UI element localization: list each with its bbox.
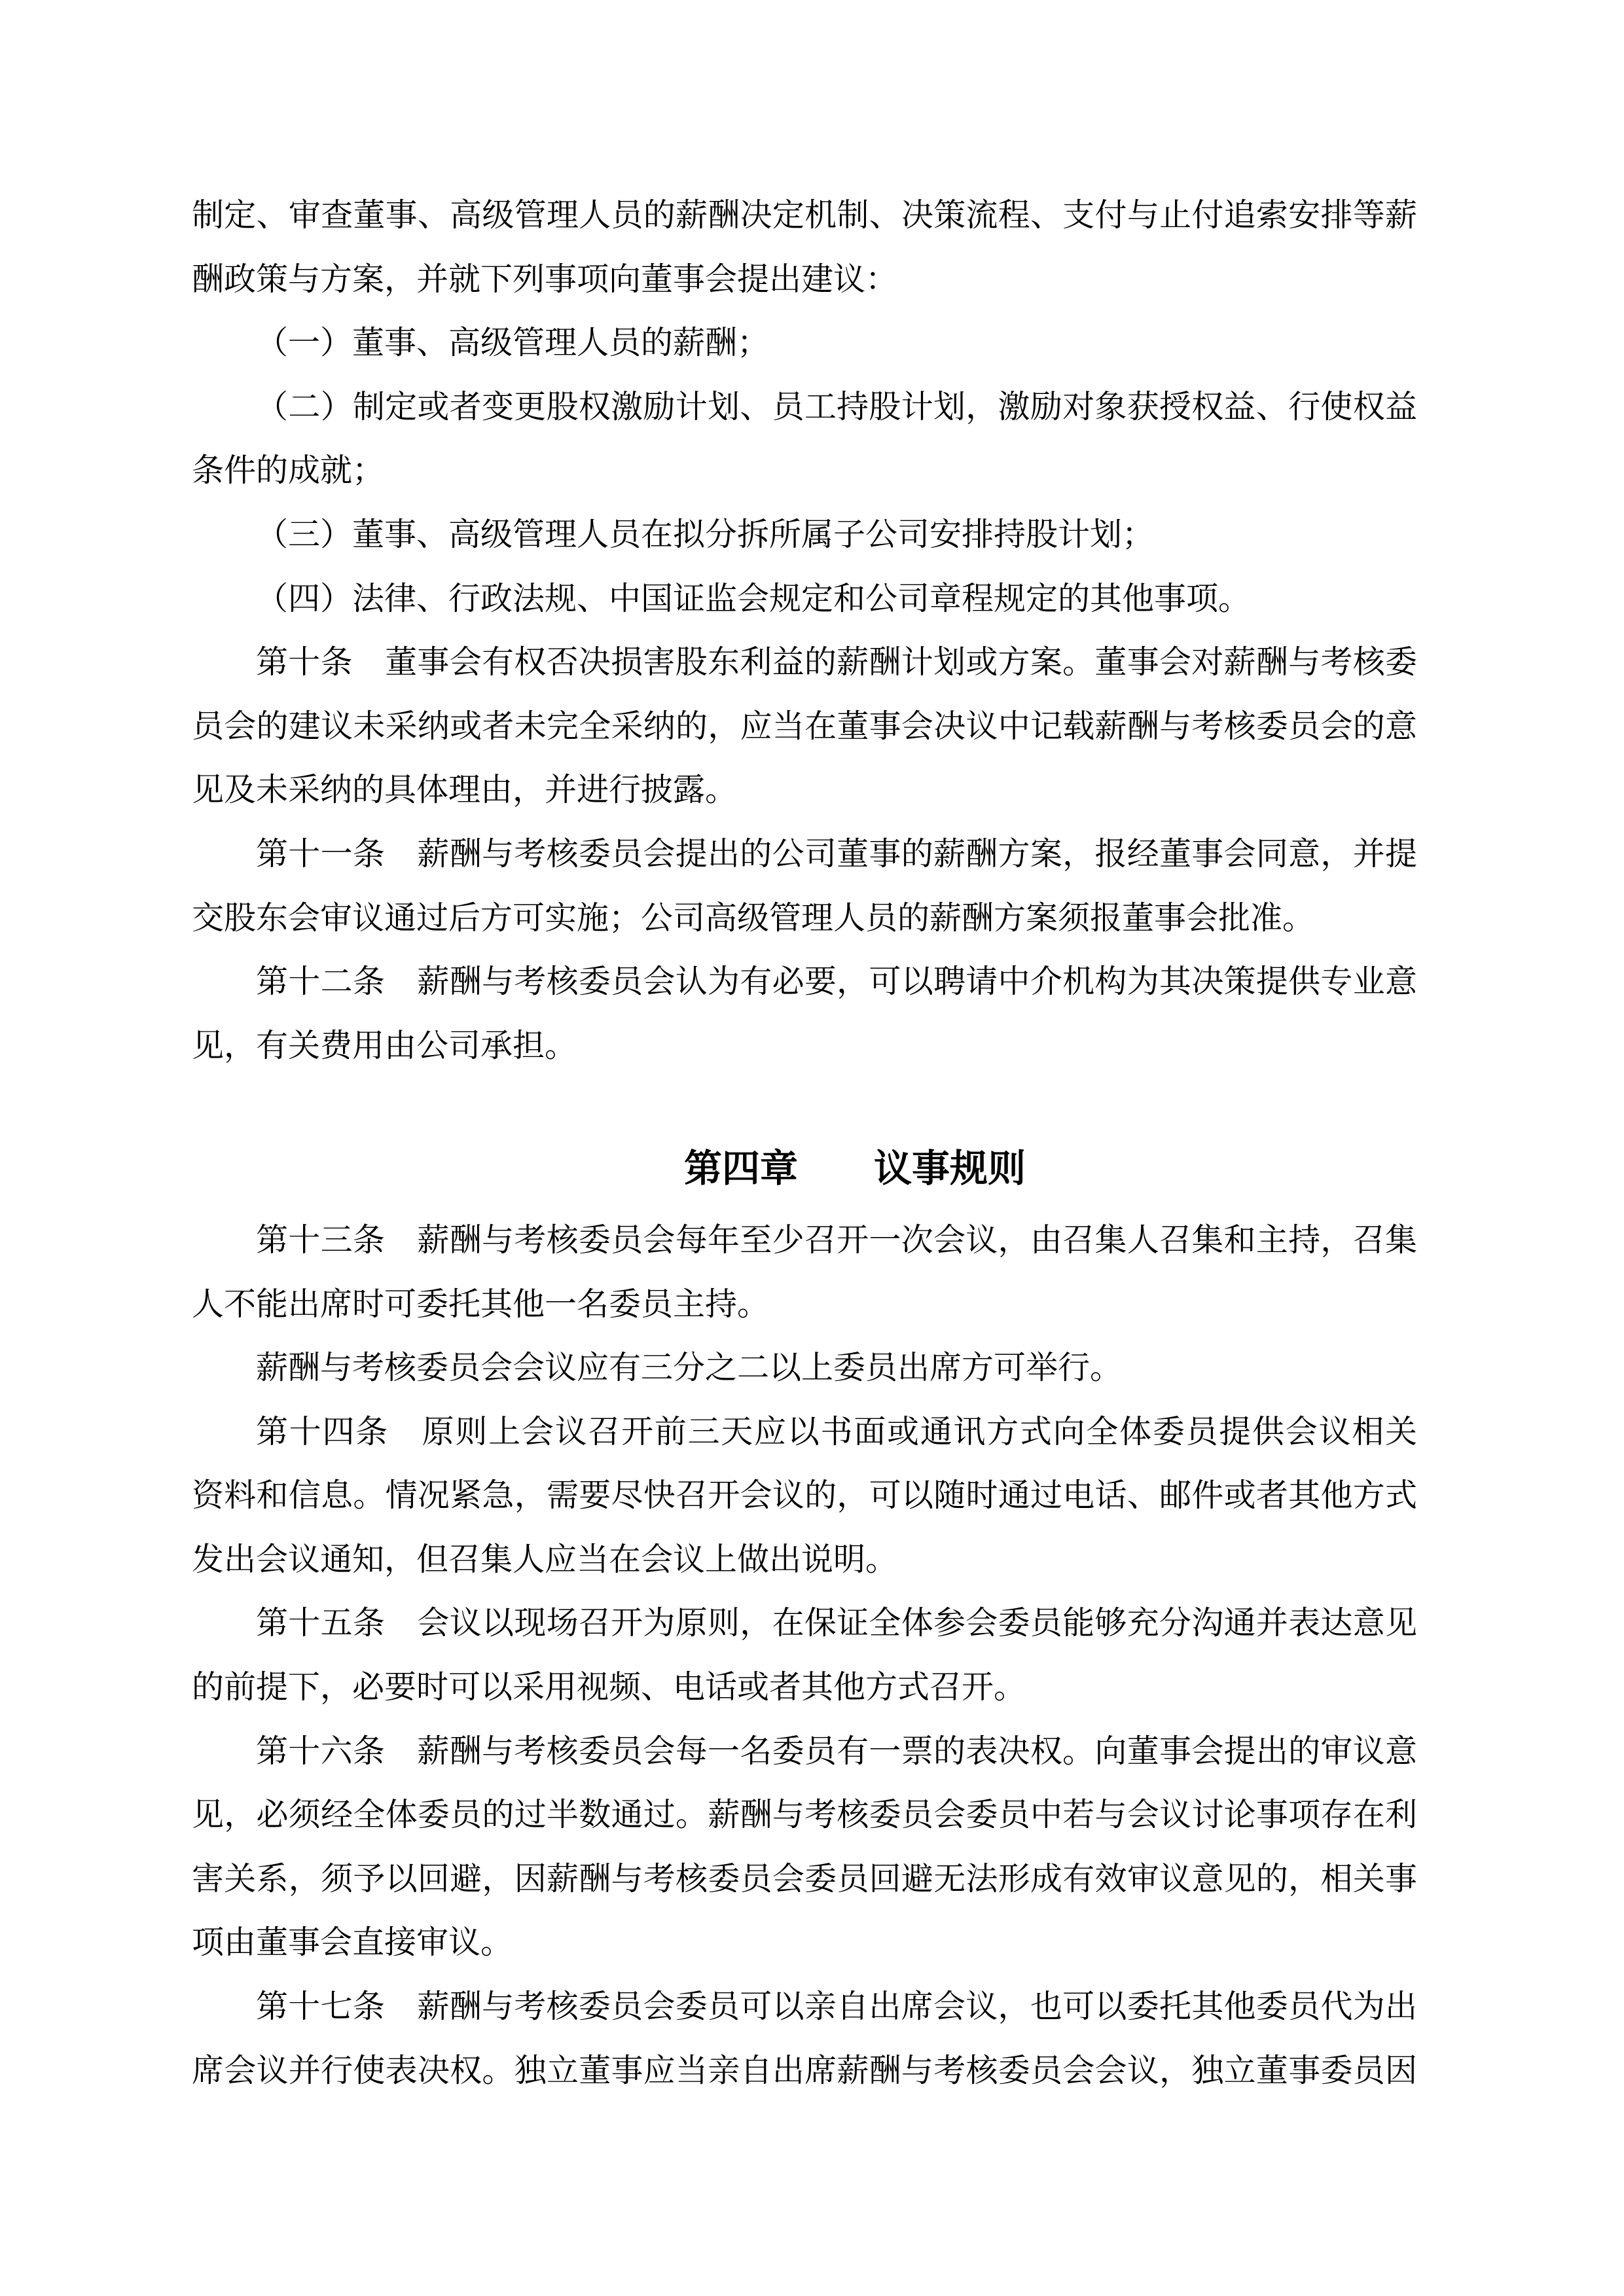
body-line: 人不能出席时可委托其他一名委员主持。 [192, 1285, 770, 1322]
body-line: 薪酬与考核委员会会议应有三分之二以上委员出席方可举行。 [256, 1350, 1123, 1386]
body-line: 制定、审查董事、高级管理人员的薪酬决定机制、决策流程、支付与止付追索安排等薪 [192, 197, 1417, 233]
body-line: 第十二条 薪酬与考核委员会认为有必要，可以聘请中介机构为其决策提供专业意 [256, 963, 1417, 1000]
body-line: 见，有关费用由公司承担。 [192, 1027, 577, 1064]
body-line: 第十六条 薪酬与考核委员会每一名委员有一票的表决权。向董事会提出的审议意 [256, 1732, 1417, 1769]
body-line: （一）董事、高级管理人员的薪酬； [256, 325, 770, 361]
body-line: 第十一条 薪酬与考核委员会提出的公司董事的薪酬方案，报经董事会同意，并提 [256, 835, 1417, 872]
text-block [192, 183, 1417, 2102]
body-line: 第十条 董事会有权否决损害股东利益的薪酬计划或方案。董事会对薪酬与考核委 [256, 644, 1417, 681]
body-line: （三）董事、高级管理人员在拟分拆所属子公司安排持股计划； [256, 516, 1155, 552]
body-line: 员会的建议未采纳或者未完全采纳的，应当在董事会决议中记载薪酬与考核委员会的意 [192, 708, 1417, 744]
body-line: 项由董事会直接审议。 [192, 1924, 513, 1961]
body-line: 见及未采纳的具体理由，并进行披露。 [192, 772, 738, 808]
body-line: 酬政策与方案，并就下列事项向董事会提出建议： [192, 260, 898, 297]
body-line: 第十四条 原则上会议召开前三天应以书面或通讯方式向全体委员提供会议相关 [256, 1413, 1417, 1450]
body-line: 条件的成就； [192, 452, 385, 489]
body-line: 交股东会审议通过后方可实施；公司高级管理人员的薪酬方案须报董事会批准。 [192, 899, 1315, 936]
body-line: 席会议并行使表决权。独立董事应当亲自出席薪酬与考核委员会会议，独立董事委员因 [192, 2052, 1417, 2089]
body-line: 发出会议通知，但召集人应当在会议上做出说明。 [192, 1541, 898, 1577]
body-line: 见，必须经全体委员的过半数通过。薪酬与考核委员会委员中若与会议讨论事项存在利 [192, 1797, 1417, 1833]
body-line: 第十三条 薪酬与考核委员会每年至少召开一次会议，由召集人召集和主持，召集 [256, 1221, 1417, 1258]
body-line: （四）法律、行政法规、中国证监会规定和公司章程规定的其他事项。 [256, 580, 1251, 617]
body-line: 第十七条 薪酬与考核委员会委员可以亲自出席会议，也可以委托其他委员代为出 [256, 1988, 1417, 2025]
body-line: （二）制定或者变更股权激励计划、员工持股计划，激励对象获授权益、行使权益 [256, 388, 1417, 425]
body-line: 的前提下，必要时可以采用视频、电话或者其他方式召开。 [192, 1669, 1026, 1706]
chapter-heading: 第四章 议事规则 [683, 1147, 1026, 1191]
body-line: 害关系，须予以回避，因薪酬与考核委员会委员回避无法形成有效审议意见的，相关事 [192, 1860, 1417, 1897]
body-line: 资料和信息。情况紧急，需要尽快召开会议的，可以随时通过电话、邮件或者其他方式 [192, 1477, 1417, 1514]
body-line: 第十五条 会议以现场召开为原则，在保证全体参会委员能够充分沟通并表达意见 [256, 1605, 1417, 1641]
